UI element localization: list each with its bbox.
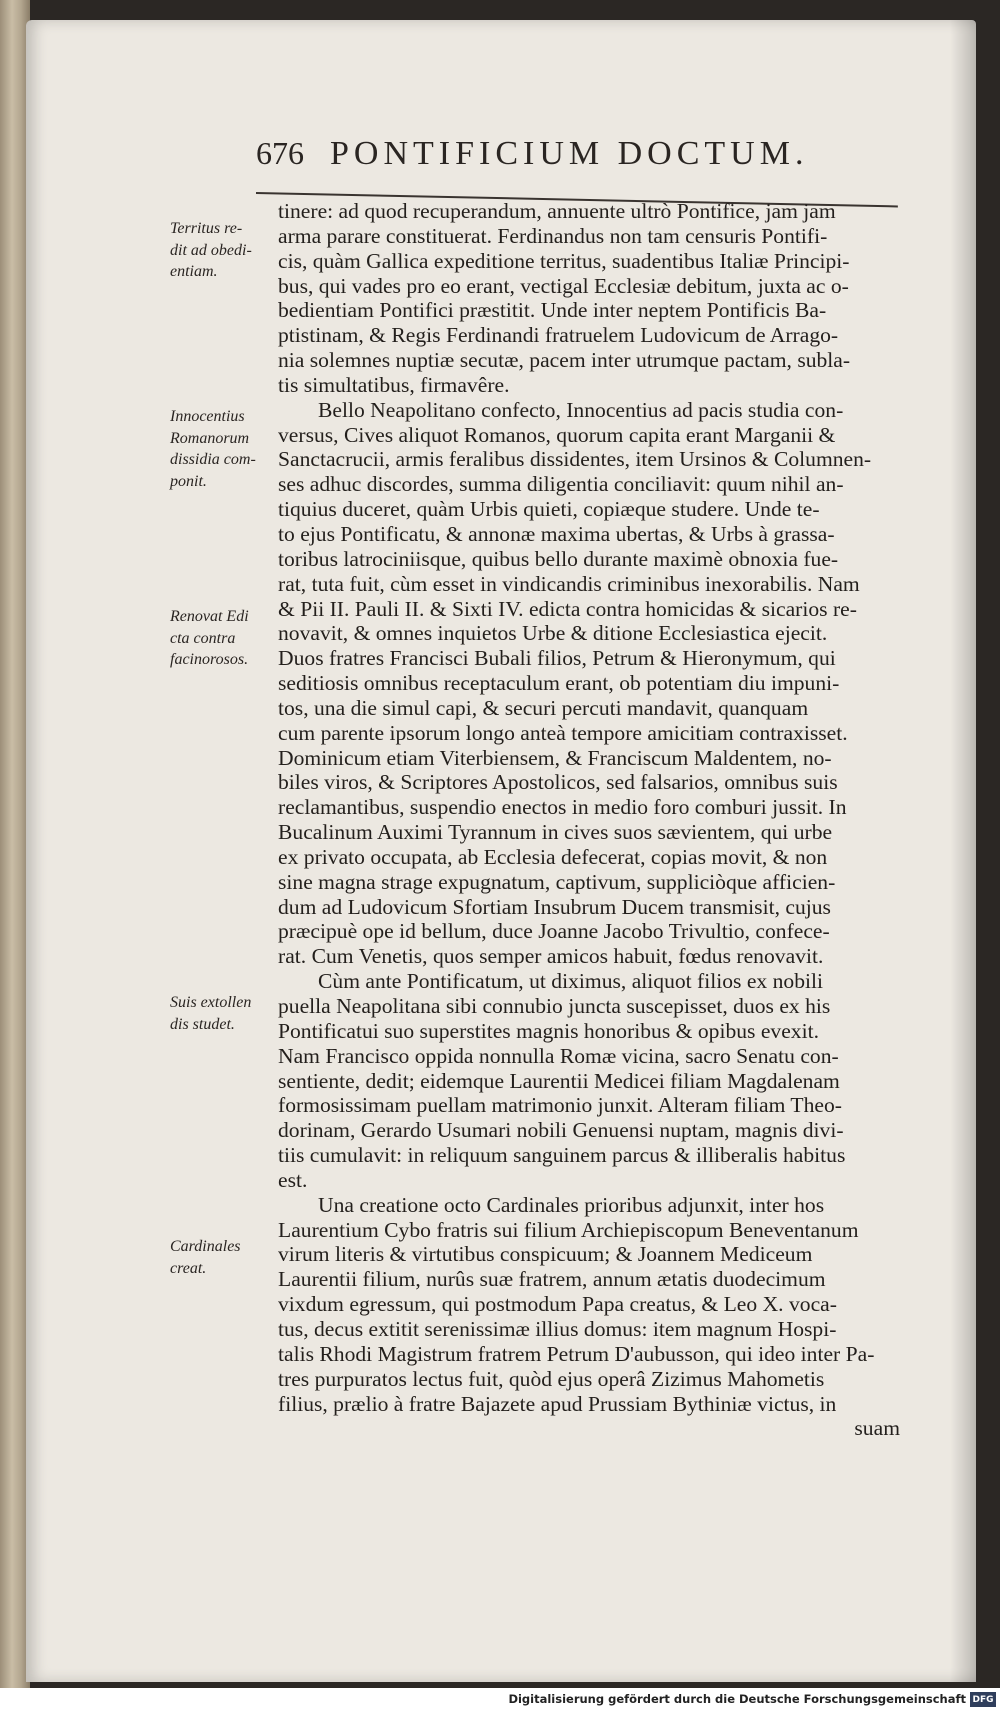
margin-note-line: dissidia com- — [170, 451, 256, 468]
text-line: tus, decus extitit serenissimæ illius domus: item magnum Hospi- — [278, 1316, 837, 1341]
page-number: 676 — [256, 135, 304, 171]
margin-note-line: Renovat Edi — [170, 608, 249, 625]
margin-note-line: facinorosos. — [170, 651, 249, 668]
text-line: arma parare constituerat. Ferdinandus non tam censuris Pontifi- — [278, 223, 828, 248]
text-line: to ejus Pontificatu, & annonæ maxima ubertas, & Urbs à grassa- — [278, 521, 835, 546]
text-line: ses adhuc discordes, summa diligentia conciliavit: quum nihil an- — [278, 472, 844, 497]
text-line: sentiente, dedit; eidemque Laurentii Medicei filiam Magdalenam — [278, 1068, 840, 1093]
body-text — [278, 199, 900, 1441]
text-line: vixdum egressum, qui postmodum Papa creatus, & Leo X. voca- — [278, 1292, 837, 1317]
text-line: est. — [278, 1167, 308, 1192]
text-line: puella Neapolitana sibi connubio juncta suscepisset, duos ex his — [278, 994, 831, 1018]
margin-note — [170, 218, 282, 283]
text-line: talis Rhodi Magistrum fratrem Petrum D'aubusson, qui ideo inter Pa- — [278, 1341, 875, 1366]
margin-note-line: dis studet. — [170, 1015, 235, 1033]
text-line: seditiosis omnibus receptaculum erant, ob potentiam diu impuni- — [278, 671, 840, 696]
text-line: Cùm ante Pontificatum, ut diximus, aliquot filios ex nobili — [318, 969, 824, 994]
text-line: bedientiam Pontifici præstitit. Unde inter neptem Pontificis Ba- — [278, 298, 827, 323]
text-line: virum literis & virtutibus conspicuum; & Joannem Mediceum — [278, 1242, 813, 1267]
page-gutter-shadow — [950, 20, 976, 1682]
text-line: rat. Cum Venetis, quos semper amicos habuit, fœdus renovavit. — [278, 944, 824, 969]
text-line: & Pii II. Pauli II. & Sixti IV. edicta contra homicidas & sicarios re- — [278, 596, 857, 621]
running-head — [256, 135, 896, 191]
text-line: biles viros, & Scriptores Apostolicos, sed falsarios, omnibus suis — [278, 770, 838, 795]
text-line: tinere: ad quod recuperandum, annuente ultrò Pontifice, jam jam — [278, 199, 836, 223]
text-line: reclamantibus, suspendio enectos in medio foro comburi jussit. In — [278, 795, 847, 820]
text-line: ptistinam, & Regis Ferdinandi fratruelem Ludovicum de Arrago- — [278, 323, 839, 348]
text-line: Laurentium Cybo fratris sui filium Archiepiscopum Beneventanum — [278, 1217, 859, 1242]
dfg-logo-icon: DFG — [970, 1692, 996, 1707]
catchword: suam — [854, 1416, 900, 1441]
margin-note — [170, 1236, 282, 1279]
text-line: tos, una die simul capi, & securi percuti mandavit, quanquam — [278, 695, 809, 720]
margin-note-line: Cardinales — [170, 1238, 241, 1255]
margin-note — [170, 606, 282, 671]
footer-bar — [0, 1688, 1000, 1711]
text-line: Laurentii filium, nurûs suæ fratrem, annum ætatis duodecimum — [278, 1267, 826, 1292]
text-line: novavit, & omnes inquietos Urbe & ditione Ecclesiastica ejecit. — [278, 621, 828, 646]
digitization-credit: Digitalisierung gefördert durch die Deutsche Forschungsgemeinschaft — [508, 1692, 966, 1706]
text-line: tis simultatibus, firmavêre. — [278, 372, 510, 397]
margin-note-line: creat. — [170, 1259, 207, 1277]
text-line: Dominicum etiam Viterbiensem, & Franciscum Maldentem, no- — [278, 745, 832, 770]
margin-note-line: dit ad obedi- — [170, 241, 252, 259]
text-line: versus, Cives aliquot Romanos, quorum capita erant Marganii & — [278, 422, 836, 447]
text-line: Bucalinum Auximi Tyrannum in cives suos sævientem, qui urbe — [278, 820, 833, 845]
text-line: dorinam, Gerardo Usumari nobili Genuensi nuptam, magnis divi- — [278, 1118, 844, 1143]
text-line: sine magna strage expugnatum, captivum, suppliciòque afficien- — [278, 869, 836, 894]
text-line: Nam Francisco oppida nonnulla Romæ vicina, sacro Senatu con- — [278, 1043, 839, 1068]
text-line: toribus latrociniisque, quibus bello durante maximè obnoxia fue- — [278, 546, 839, 571]
margin-note-line: Romanorum — [170, 429, 250, 447]
running-title: PONTIFICIUM DOCTUM. — [330, 135, 809, 172]
text-line: cum parente ipsorum longo anteà tempore amicitiam contraxisset. — [278, 720, 848, 745]
text-line: nia solemnes nuptiæ secutæ, pacem inter utrumque pactam, subla- — [278, 348, 851, 373]
text-line: cis, quàm Gallica expeditione territus, suadentibus Italiæ Principi- — [278, 248, 850, 273]
text-line: præcipuè ope id bellum, duce Joanne Jacobo Trivultio, confece- — [278, 919, 830, 944]
margin-note-line: Suis extollen — [170, 994, 252, 1011]
text-line: formosissimam puellam matrimonio junxit. Alteram filiam Theo- — [278, 1093, 842, 1118]
margin-note-line: Innocentius — [170, 408, 245, 425]
text-line: tiis cumulavit: in reliquum sanguinem parcus & illiberalis habitus — [278, 1143, 846, 1168]
text-line: Sanctacrucii, armis feralibus dissidentes, item Ursinos & Columnen- — [278, 447, 872, 472]
margin-note-line: cta contra — [170, 629, 236, 647]
text-line: rat, tuta fuit, cùm esset in vindicandis criminibus inexorabilis. Nam — [278, 571, 860, 596]
margin-note-line: Territus re- — [170, 220, 243, 237]
margin-note — [170, 992, 282, 1035]
text-line: bus, qui vades pro eo erant, vectigal Ecclesiæ debitum, juxta ac o- — [278, 273, 849, 298]
text-line: ex privato occupata, ab Ecclesia defecerat, copias movit, & non — [278, 844, 828, 869]
margin-note-line: entiam. — [170, 263, 218, 280]
text-line: filius, prælio à fratre Bajazete apud Prussiam Bythiniæ victus, in — [278, 1391, 837, 1416]
text-line: Bello Neapolitano confecto, Innocentius ad pacis studia con- — [318, 397, 844, 422]
text-line: tres purpuratos lectus fuit, quòd ejus operâ Zizimus Mahometis — [278, 1366, 825, 1391]
text-line: Duos fratres Francisci Bubali filios, Petrum & Hieronymum, qui — [278, 646, 836, 671]
text-line: Pontificatui suo superstites magnis honoribus & opibus evexit. — [278, 1018, 820, 1043]
text-line: tiquius duceret, quàm Urbis quieti, copiæque studere. Unde te- — [278, 497, 820, 522]
margin-note — [170, 406, 282, 492]
text-line: dum ad Ludovicum Sfortiam Insubrum Ducem transmisit, cujus — [278, 894, 831, 919]
margin-note-line: ponit. — [170, 472, 207, 490]
text-line: Una creatione octo Cardinales prioribus adjunxit, inter hos — [318, 1192, 825, 1217]
